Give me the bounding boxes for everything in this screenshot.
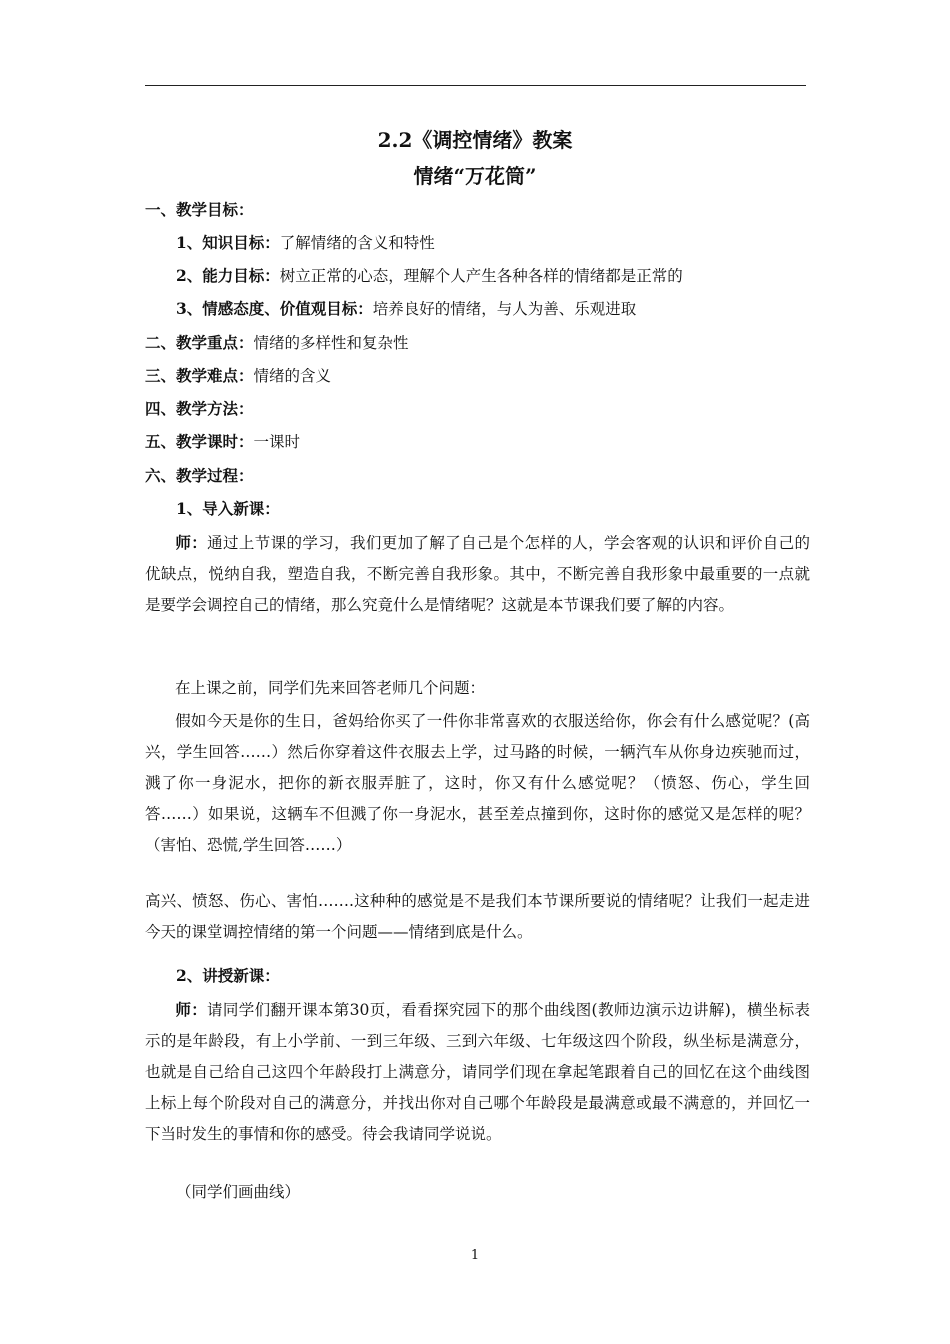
paragraph-text: 通过上节课的学习，我们更加了解了自己是个怎样的人，学会客观的认识和评价自己的优缺点，悦纳自我，塑造自我，不断完善自我形象。其中，不断完善自我形象中最重要的一点就是要学会调控自己的情绪，那么究竟什么是情绪呢？这就是本节课我们要了解的内容。 (145, 534, 810, 614)
teacher-label: 师： (175, 1000, 208, 1019)
page-number: 1 (470, 1248, 480, 1263)
document-title: 2.2《调控情绪》教案 (377, 128, 573, 152)
objective-text: 培养良好的情绪，与人为善、乐观进取 (372, 300, 637, 318)
paragraph-text: 高兴、愤怒、伤心、害怕…….这种种的感觉是不是我们本节课所要说的情绪呢？让我们一起走进今天的课堂调控情绪的第一个问题——情绪到底是什么。 (145, 892, 810, 941)
section-label: 二、教学重点： (145, 333, 254, 352)
section-difficulties (145, 366, 331, 386)
section-process-heading: 六、教学过程： (145, 466, 254, 485)
objective-text: 树立正常的心态，理解个人产生各种各样的情绪都是正常的 (279, 267, 683, 285)
document-subtitle: 情绪“万花筒” (413, 164, 537, 188)
objective-text: 了解情绪的含义和特性 (279, 234, 435, 252)
objective-knowledge (176, 233, 435, 253)
section-label: 五、教学课时： (145, 432, 254, 451)
paragraph-text: 请同学们翻开课本第30页，看看探究园下的那个曲线图(教师边演示边讲解)，横坐标表示的是年龄段，有上小学前、一到三年级、三到六年级、七年级这四个阶段，纵坐标是满意分，也就是自己给自己这四个年龄段打上满意分，请同学们现在拿起笔跟着自己的回忆在这个曲线图上标上每个阶段对自己的满意分，并找出你对自己哪个年龄段是最满意或最不满意的，并回忆一下当时发生的事情和你的感受。待会我请同学说说。 (145, 1001, 810, 1143)
objective-label: 1、知识目标： (176, 233, 280, 252)
step-teaching-heading: 2、讲授新课： (176, 966, 280, 985)
paragraph-text: 在上课之前，同学们先来回答老师几个问题： (175, 679, 486, 697)
teacher-label: 师： (175, 533, 208, 552)
section-key-points (145, 333, 409, 353)
objective-label: 2、能力目标： (176, 266, 280, 285)
paragraph-birthday-scenario (145, 706, 810, 861)
section-methods: 四、教学方法： (145, 399, 254, 418)
section-label: 三、教学难点： (145, 366, 254, 385)
paragraph-teacher-curve (145, 994, 810, 1150)
paragraph-teacher-intro (145, 527, 810, 621)
objective-attitude (176, 299, 636, 319)
objective-ability (176, 266, 683, 286)
paragraph-emotions-summary (145, 886, 810, 948)
section-text: 一课时 (253, 433, 301, 451)
objective-label: 3、情感态度、价值观目标： (176, 299, 373, 318)
paragraph-students-draw: （同学们画曲线） (176, 1183, 301, 1201)
section-text: 情绪的含义 (253, 367, 332, 385)
paragraph-text: 假如今天是你的生日，爸妈给你买了一件你非常喜欢的衣服送给你，你会有什么感觉呢？(高兴，学生回答……）然后你穿着这件衣服去上学，过马路的时候，一辆汽车从你身边疾驰而过，溅了你一身泥水，把你的新衣服弄脏了，这时，你又有什么感觉呢？（愤怒、伤心，学生回答……）如果说，这辆车不但溅了你一身泥水，甚至差点撞到你，这时你的感觉又是怎样的呢？（害怕、恐慌,学生回答……） (145, 712, 810, 854)
section-hours (145, 432, 300, 452)
section-text: 情绪的多样性和复杂性 (253, 334, 409, 352)
section-objectives-heading: 一、教学目标： (145, 200, 254, 219)
paragraph-questions-intro (145, 673, 810, 704)
header-rule (145, 85, 806, 86)
step-intro-heading: 1、导入新课： (176, 499, 280, 518)
